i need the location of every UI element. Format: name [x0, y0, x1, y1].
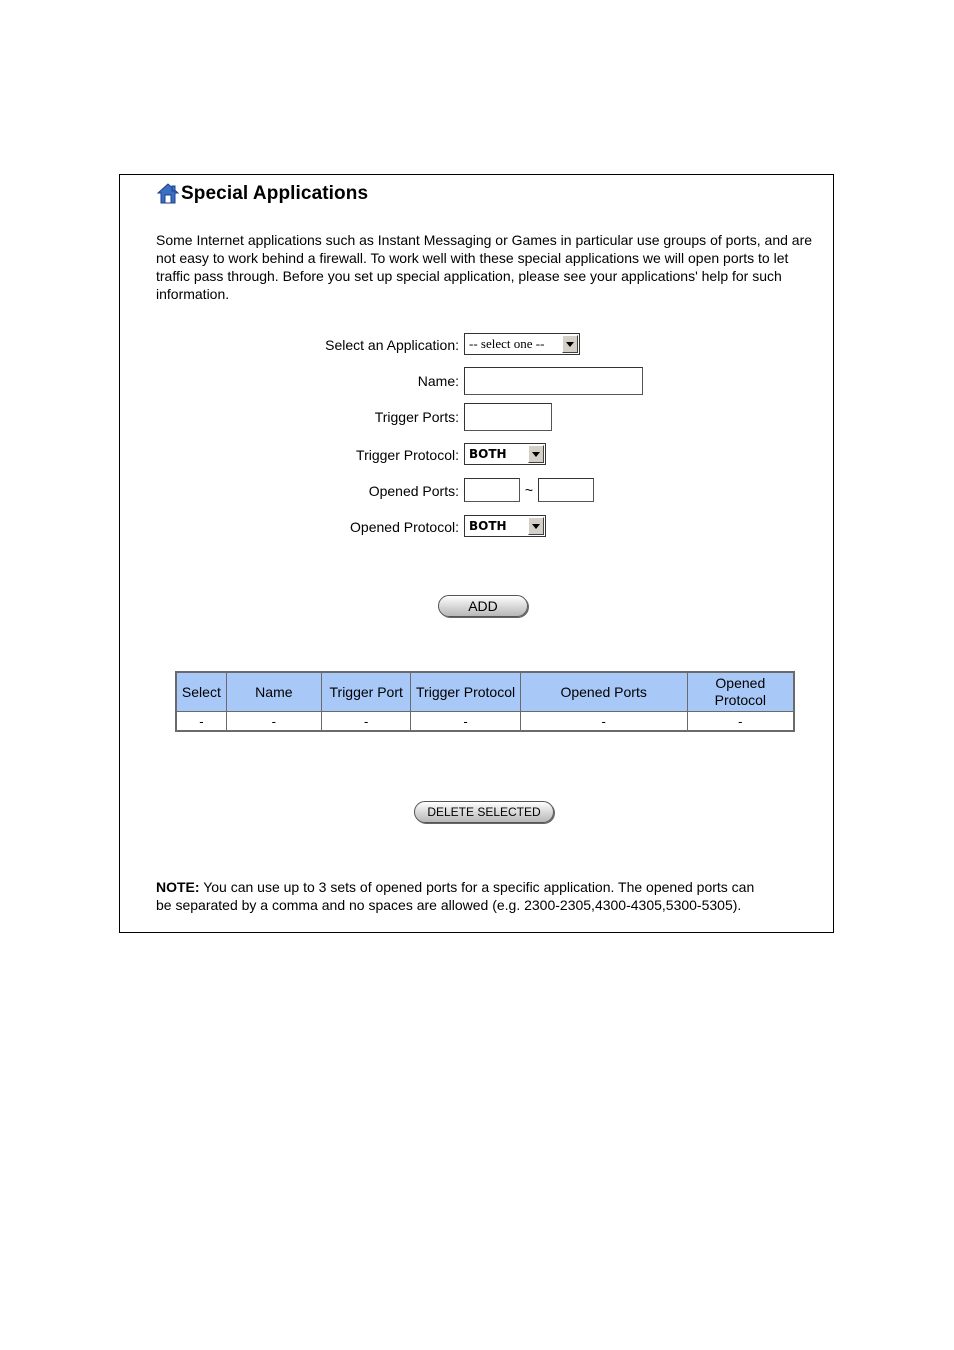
- special-applications-panel: [119, 174, 834, 933]
- opened-protocol-label: Opened Protocol:: [350, 519, 459, 535]
- page-title: Special Applications: [181, 183, 369, 204]
- table-cell: -: [176, 712, 226, 732]
- column-header: Select: [176, 672, 226, 712]
- column-header: Name: [226, 672, 321, 712]
- opened-protocol-row: [120, 515, 835, 541]
- column-header: Trigger Protocol: [411, 672, 520, 712]
- table-cell: -: [520, 712, 687, 732]
- column-header: Trigger Port: [321, 672, 411, 712]
- opened-protocol-value: BOTH: [469, 519, 507, 533]
- intro-text: Some Internet applications such as Instant Messaging or Games in particular use groups of ports, and are not easy to work behind a firewall. To work well with these special applications we will open ports to let traffic pass through. Before you set up special application, please see your applications' help for such information.: [156, 232, 813, 302]
- opened-protocol-dropdown[interactable]: [464, 515, 546, 537]
- trigger-protocol-row: [120, 443, 835, 469]
- trigger-protocol-dropdown[interactable]: [464, 443, 546, 465]
- column-header: Opened Protocol: [687, 672, 794, 712]
- table-row: [176, 712, 794, 732]
- opened-ports-from-input[interactable]: [464, 478, 520, 502]
- trigger-ports-row: [120, 403, 835, 429]
- name-row: [120, 367, 835, 393]
- name-input[interactable]: [464, 367, 643, 395]
- table-cell: -: [687, 712, 794, 732]
- select-application-value: -- select one --: [469, 336, 545, 351]
- opened-ports-row: [120, 478, 835, 504]
- home-icon: [157, 183, 179, 205]
- table-header-row: [176, 672, 794, 712]
- select-application-row: [120, 333, 835, 359]
- delete-selected-button[interactable]: DELETE SELECTED: [414, 801, 554, 823]
- add-button[interactable]: ADD: [438, 595, 528, 617]
- note-label: NOTE:: [156, 879, 200, 895]
- port-range-separator: ~: [524, 482, 534, 498]
- title-row: [157, 179, 368, 209]
- name-label: Name:: [417, 373, 459, 389]
- chevron-down-icon[interactable]: [528, 445, 544, 463]
- trigger-protocol-value: BOTH: [469, 447, 507, 461]
- trigger-ports-label: Trigger Ports:: [374, 409, 459, 425]
- opened-ports-label: Opened Ports:: [368, 483, 459, 499]
- table-cell: -: [226, 712, 321, 732]
- trigger-ports-input[interactable]: [464, 403, 552, 431]
- select-application-dropdown[interactable]: [464, 333, 580, 355]
- opened-ports-to-input[interactable]: [538, 478, 594, 502]
- chevron-down-icon[interactable]: [562, 335, 578, 353]
- chevron-down-icon[interactable]: [528, 517, 544, 535]
- note-body: You can use up to 3 sets of opened ports for a specific application. The opened ports can be separated by a comma and no spaces are allowed (e.g. 2300-2305,4300-4305,5300-5305).: [156, 879, 755, 913]
- select-application-label: Select an Application:: [325, 337, 459, 353]
- trigger-protocol-label: Trigger Protocol:: [356, 447, 459, 463]
- special-applications-table: [175, 671, 795, 732]
- column-header: Opened Ports: [520, 672, 687, 712]
- table-cell: -: [411, 712, 520, 732]
- table-cell: -: [321, 712, 411, 732]
- note-text: [156, 878, 756, 914]
